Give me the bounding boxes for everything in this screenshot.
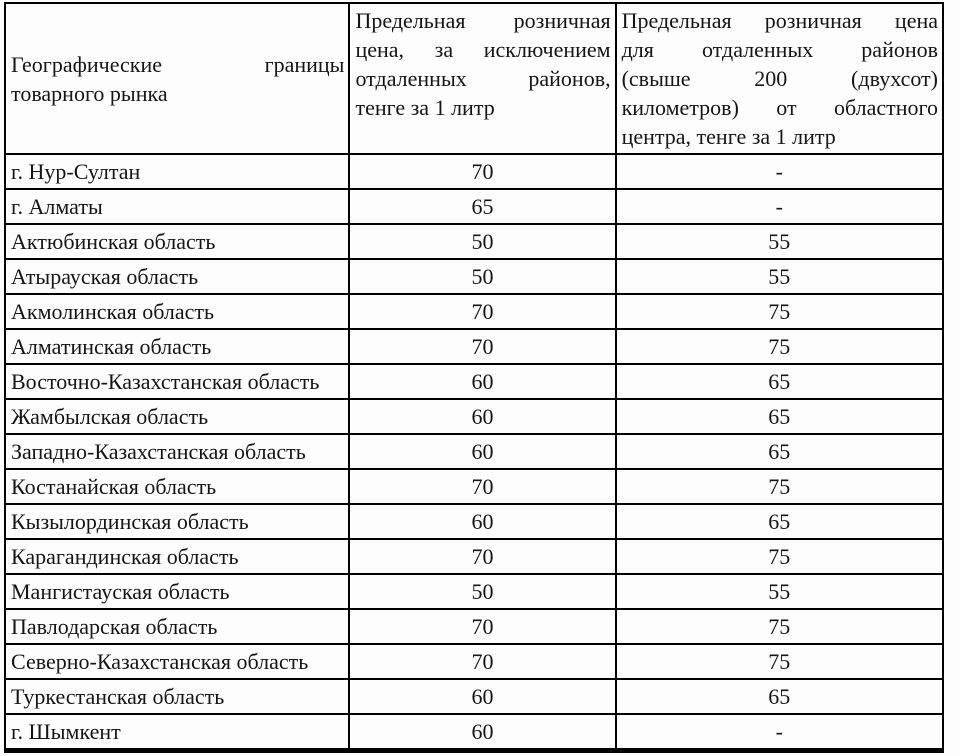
header-line: (свыше 200 (двухсот) [621,66,938,91]
table-row [5,224,943,259]
table-row [5,609,943,644]
region-cell: г. Алматы [5,189,349,224]
region-cell: Туркестанская область [5,679,349,714]
region-cell: Алматинская область [5,329,349,364]
header-row [5,3,943,154]
table-row [5,329,943,364]
price-cell: 65 [349,189,615,224]
remote-price-cell: 75 [616,539,943,574]
price-cell: 60 [349,434,615,469]
remote-price-cell: - [616,189,943,224]
region-cell: Атырауская область [5,259,349,294]
region-cell: Мангистауская область [5,574,349,609]
remote-price-cell: - [616,154,943,189]
table-body [5,154,943,751]
price-cell: 70 [349,609,615,644]
header-line: Географические границы [11,51,345,77]
price-cell: 70 [349,329,615,364]
header-line: Предельная розничная [355,8,611,33]
price-cell: 50 [349,259,615,294]
remote-price-cell: - [616,714,943,751]
region-cell: Кызылординская область [5,504,349,539]
region-cell: Западно-Казахстанская область [5,434,349,469]
region-cell: Восточно-Казахстанская область [5,364,349,399]
header-line: Предельная розничная цена [621,8,938,33]
table-row [5,434,943,469]
table-row [5,679,943,714]
region-cell: Северно-Казахстанская область [5,644,349,679]
table-row [5,189,943,224]
price-cell: 60 [349,399,615,434]
remote-price-cell: 75 [616,644,943,679]
table-row [5,539,943,574]
remote-price-cell: 55 [616,259,943,294]
price-cell: 60 [349,504,615,539]
table-row [5,469,943,504]
table-row [5,714,943,751]
header-line: отдаленных районов, [355,66,611,91]
remote-price-cell: 75 [616,609,943,644]
price-cell: 70 [349,539,615,574]
price-cell: 60 [349,714,615,751]
table-row [5,644,943,679]
price-cell: 60 [349,364,615,399]
remote-price-cell: 65 [616,504,943,539]
table-row [5,259,943,294]
region-cell: Акмолинская область [5,294,349,329]
header-line: километров) от областного [621,95,938,120]
remote-price-cell: 55 [616,224,943,259]
region-cell: Карагандинская область [5,539,349,574]
header-line: товарного рынка [11,80,168,106]
remote-price-cell: 55 [616,574,943,609]
region-cell: Жамбылская область [5,399,349,434]
header-line: цена, за исключением [355,37,611,62]
region-cell: Костанайская область [5,469,349,504]
remote-price-cell: 65 [616,364,943,399]
price-cell: 60 [349,679,615,714]
header-line: тенге за 1 литр [355,95,495,120]
header-line: для отдаленных районов [621,37,938,62]
remote-price-cell: 75 [616,294,943,329]
price-cell: 50 [349,574,615,609]
table-row [5,364,943,399]
price-table [4,2,944,753]
region-cell: г. Нур-Султан [5,154,349,189]
price-cell: 50 [349,224,615,259]
region-cell: Павлодарская область [5,609,349,644]
price-cell: 70 [349,294,615,329]
remote-price-cell: 65 [616,434,943,469]
region-header-cell [5,3,349,154]
header-line: центра, тенге за 1 литр [621,124,836,149]
remote-price-cell: 65 [616,399,943,434]
price-header-cell [349,3,615,154]
region-cell: Актюбинская область [5,224,349,259]
remote-price-cell: 65 [616,679,943,714]
table-row [5,294,943,329]
price-cell: 70 [349,469,615,504]
price-cell: 70 [349,154,615,189]
table-row [5,154,943,189]
remote-price-cell: 75 [616,329,943,364]
table-row [5,504,943,539]
region-cell: г. Шымкент [5,714,349,751]
price-cell: 70 [349,644,615,679]
table-row [5,574,943,609]
remote-price-cell: 75 [616,469,943,504]
remote-price-header-cell [616,3,943,154]
table-row [5,399,943,434]
